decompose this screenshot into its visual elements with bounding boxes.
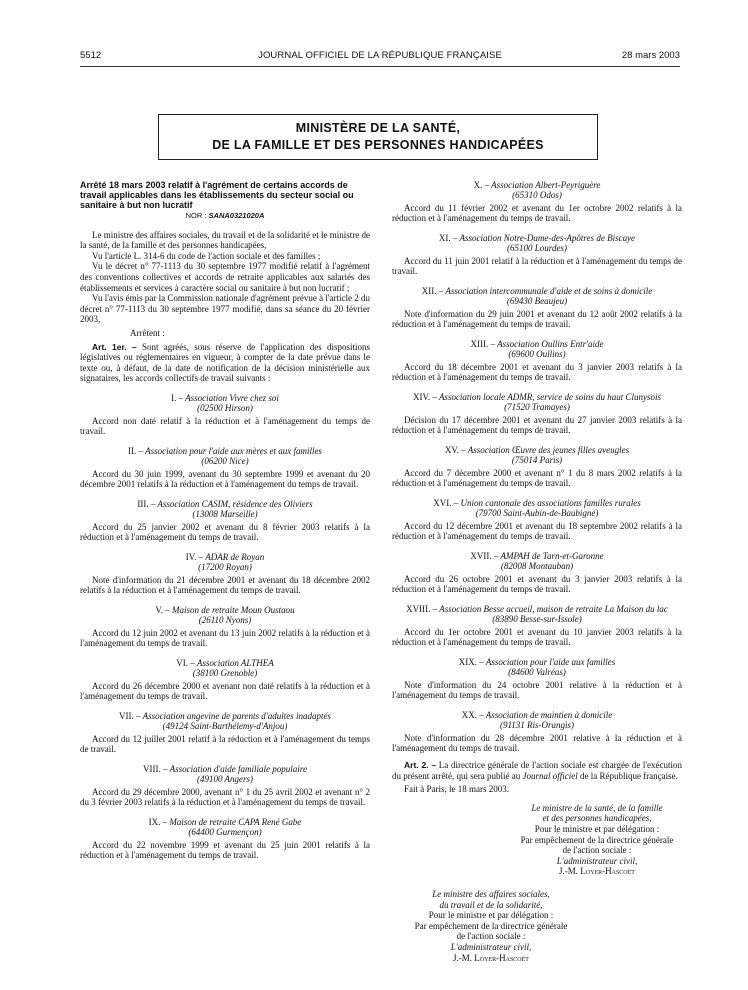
agreement-entry-heading [80, 393, 370, 414]
agreement-entry-number: X. – [473, 180, 490, 190]
issue-date: 28 mars 2003 [621, 50, 680, 61]
agreement-entry-text: Décision du 17 décembre 2001 et avenant du 27 janvier 2003 relatifs à la réduction et à l'aménagement du temps de travail. [392, 414, 682, 436]
agreement-entry-heading [392, 551, 682, 572]
agreement-entry [80, 658, 370, 702]
agreement-entry-heading [80, 711, 370, 732]
signature-1-minister-line-1: Le ministre de la santé, de la famille [531, 802, 663, 813]
agreement-entry-name: Association intercommunale d'aide et de soins à domicile [445, 286, 653, 296]
agreement-entry [392, 498, 682, 542]
agreement-entry [80, 605, 370, 649]
agreement-entry-place: (71520 Tramayes) [504, 402, 570, 413]
agreement-entry-number: XVIII. – [406, 604, 438, 614]
agreement-entry-text: Accord du 11 juin 2001 relatif à la réduction et à l'aménagement du temps de travail. [392, 255, 682, 277]
signature-1-impediment-line-1: Par empêchement de la directrice générale [520, 834, 674, 845]
running-header [80, 50, 680, 64]
agreement-entry-name: Maison de retraite CAPA René Gabe [169, 816, 302, 827]
agreement-entry [80, 817, 370, 861]
signature-2-impediment-line-1: Par empêchement de la directrice générale [414, 920, 568, 931]
page-number: 5512 [80, 50, 102, 61]
agreement-entry-text: Accord du 30 juin 1999, avenant du 30 septembre 1999 et avenant du 20 décembre 2001 relatifs à la réduction et à l'aménagement du temps de travail. [80, 468, 370, 490]
agreement-entry [80, 552, 370, 596]
agreement-entry-text: Accord du 12 juillet 2001 relatif à la réduction et à l'aménagement du temps de travail. [80, 733, 370, 755]
agreement-entry-name: Association Vivre chez soi [185, 392, 279, 403]
agreement-entry-heading [80, 446, 370, 467]
left-entries [80, 393, 370, 861]
agreement-entry-number: XIV. – [413, 392, 437, 402]
agreement-entry-place: (82008 Montauban) [500, 561, 574, 572]
signature-2-impediment-line-2: de l'action sociale : [456, 931, 526, 942]
agreement-entry-heading [80, 817, 370, 838]
signature-block-2 [392, 889, 582, 963]
article-1-text: Sont agréés, sous réserve de l'application des dispositions législatives ou réglementaires en vigueur, à compter de la date prévue dans le texte ou, à défaut, de la date de notification de la décision ministérielle aux signataires, les accords collectifs de travail suivants : [80, 341, 371, 384]
agreement-entry [80, 393, 370, 437]
agreement-entry-number: XI. – [438, 233, 458, 243]
agreement-entry-heading [392, 286, 682, 307]
agreement-entry-text: Accord du 22 novembre 1999 et avenant du 25 juin 2001 relatifs à la réduction et à l'aménagement du temps de travail. [80, 839, 370, 861]
agreement-entry-place: (17200 Royan) [198, 562, 252, 573]
agreement-entry-name: Association Oullins Entr'aide [497, 339, 604, 349]
article-2-text-before: La directrice générale de l'action sociale est chargée de l'exécution du présent arrêté, qui sera publié au [392, 760, 682, 781]
nor-reference [80, 211, 370, 222]
agreement-entry-heading [392, 710, 682, 731]
agreement-entry [392, 392, 682, 436]
agreement-entry-text: Accord du 26 décembre 2000 et avenant non daté relatifs à la réduction et à l'aménagement du temps de travail. [80, 680, 370, 702]
signature-1-admin: L'administrateur civil, [556, 855, 638, 866]
agreement-entry-text: Note d'information du 29 juin 2001 et avenant du 12 août 2002 relatifs à la réduction et à l'aménagement du temps de travail. [392, 308, 682, 330]
agreement-entry-number: XVII. – [470, 551, 499, 561]
agreement-entry-heading [392, 180, 682, 201]
agreement-entry-place: (79700 Saint-Aubin-de-Baubigné) [475, 508, 599, 519]
ministry-heading-box [158, 114, 598, 160]
agreement-entry-heading [392, 498, 682, 519]
agreement-entry-text: Note d'information du 24 octobre 2001 relative à la réduction et à l'aménagement du temps de travail. [392, 679, 682, 701]
agreement-entry-number: III. – [137, 498, 156, 509]
agreement-entry-name: AMPAH de Tarn-et-Garonne [500, 551, 604, 561]
signature-block-1 [392, 803, 682, 877]
agreement-entry [392, 445, 682, 489]
ministry-line-2: DE LA FAMILLE ET DES PERSONNES HANDICAPÉES [212, 138, 544, 152]
agreement-entry-heading [80, 499, 370, 520]
agreement-entry-text: Accord non daté relatif à la réduction et à l'aménagement du temps de travail. [80, 415, 370, 437]
agreement-entry-number: XVI. – [433, 498, 459, 508]
signature-2-admin: L'administrateur civil, [450, 941, 532, 952]
nor-label: NOR : [185, 211, 207, 220]
agreement-entry-heading [392, 339, 682, 360]
agreement-entry-number: II. – [128, 445, 144, 456]
agreement-entry-text: Accord du 12 juin 2002 et avenant du 13 juin 2002 relatifs à la réduction et à l'aménagement du temps de travail. [80, 627, 370, 649]
agreement-entry-place: (64400 Gurmençon) [188, 827, 262, 838]
agreement-entry-name: Association locale ADMR, service de soins du haut Clunysois [438, 392, 661, 402]
agreement-entry-number: IV. – [185, 551, 204, 562]
article-2 [392, 760, 682, 781]
agreement-entry-name: Association pour l'aide aux mères et aux familles [145, 445, 322, 456]
agreement-entry-text: Accord du 12 décembre 2001 et avenant du 18 septembre 2002 relatifs à la réduction et à l'aménagement du temps de travail. [392, 520, 682, 542]
agreement-entry-name: Association Besse accueil, maison de retraite La Maison du lac [439, 604, 668, 614]
nor-code: SANA0321020A [208, 211, 265, 220]
agreement-entry-text: Note d'information du 21 décembre 2001 et avenant du 18 décembre 2002 relatifs à la réduction et à l'aménagement du temps de travail. [80, 574, 370, 596]
signature-2-minister-line-2: du travail et de la solidarité, [439, 899, 543, 910]
header-rule [80, 66, 680, 67]
agreement-entry-name: Association pour l'aide aux familles [485, 657, 616, 667]
signature-2-minister-line-1: Le ministre des affaires sociales, [432, 888, 550, 899]
agreement-entry-number: XIX. – [458, 657, 484, 667]
agreement-entry-name: Association ALTHEA [196, 657, 274, 668]
agreement-entry-number: I. – [171, 392, 184, 403]
agreement-entry-place: (13008 Marseille) [192, 509, 258, 520]
preamble-paragraph: Vu le décret n° 77-1113 du 30 septembre 1977 modifié relatif à l'agrément des conventions collectives et accords de retraite applicables aux salariés des établissements et services à caractère social ou sanitaire à but non lucratif ; [80, 261, 370, 293]
agreement-entry [392, 339, 682, 383]
preamble-paragraph: Vu l'article L. 314-6 du code de l'action sociale et des familles ; [92, 250, 321, 261]
agreement-entry-text: Accord du 26 octobre 2001 et avenant du 3 janvier 2003 relatifs à la réduction et à l'aménagement du temps de travail. [392, 573, 682, 595]
agreement-entry [80, 446, 370, 490]
journal-title: JOURNAL OFFICIEL DE LA RÉPUBLIQUE FRANÇAISE [258, 50, 502, 61]
agreement-entry-place: (49100 Angers) [196, 774, 254, 785]
agreement-entry-number: VIII. – [143, 763, 168, 774]
agreement-entry [392, 710, 682, 754]
agreement-entry-name: Association Œuvre des jeunes filles aveugles [467, 445, 630, 455]
agreement-entry-place: (69430 Beaujeu) [506, 296, 568, 307]
agreement-entry [80, 499, 370, 543]
agreement-entry-number: XII. – [421, 286, 444, 296]
signature-1-impediment-line-2: de l'action sociale : [562, 845, 632, 856]
signature-2-for-line: Pour le ministre et par délégation : [428, 910, 554, 921]
agreement-entry-heading [392, 604, 682, 625]
agreement-entry-number: VII. – [119, 710, 141, 721]
left-column [80, 180, 370, 861]
agreement-entry-name: Association Notre-Dame-des-Apôtres de Biscaye [459, 233, 636, 243]
agreement-entry-place: (38100 Grenoble) [192, 668, 258, 679]
agreement-entry-text: Accord du 1er octobre 2001 et avenant du 10 janvier 2003 relatifs à la réduction et à l'aménagement du temps de travail. [392, 626, 682, 648]
agreement-entry-place: (26110 Nyons) [198, 615, 252, 626]
agreement-entry-text: Accord du 11 février 2002 et avenant du 1er octobre 2002 relatifs à la réduction et à l'aménagement du temps de travail. [392, 202, 682, 224]
agreement-entry-number: VI. – [176, 657, 195, 668]
agreement-entry-heading [80, 552, 370, 573]
agreement-entry-text: Accord du 7 décembre 2000 et avenant n° 1 du 8 mars 2002 relatifs à la réduction et à l'aménagement du temps de travail. [392, 467, 682, 489]
agreement-entry-heading [392, 445, 682, 466]
arretent: Arrêtent : [130, 327, 165, 338]
agreement-entry-number: XIII. – [470, 339, 495, 349]
signature-2-name: J.-M. Loyer-Hascoët [453, 952, 529, 963]
agreement-entry [392, 180, 682, 224]
agreement-entry [392, 551, 682, 595]
agreement-entry-place: (84600 Valréas) [508, 667, 566, 678]
agreement-entry [80, 764, 370, 808]
right-column [392, 180, 682, 963]
agreement-entry-number: V. – [155, 604, 170, 615]
article-2-label: Art. 2. – [404, 760, 437, 770]
signature-1-name: J.-M. Loyer-Hascoët [559, 866, 635, 877]
ministry-line-1: MINISTÈRE DE LA SANTÉ, [295, 121, 461, 135]
agreement-entry-heading [80, 658, 370, 679]
agreement-entry-text: Accord du 25 janvier 2002 et avenant du 8 février 2003 relatifs à la réduction et à l'aménagement du temps de travail. [80, 521, 370, 543]
agreement-entry [392, 233, 682, 277]
agreement-entry-name: Association de maintien à domicile [485, 710, 613, 720]
agreement-entry-name: ADAR de Royan [205, 551, 265, 562]
article-2-text-after: de la République française. [579, 770, 678, 781]
signature-1-minister-line-2: et des personnes handicapées, [542, 813, 652, 824]
agreement-entry-name: Association d'aide familiale populaire [169, 763, 307, 774]
agreement-entry-name: Union cantonale des associations familles rurales [460, 498, 641, 508]
signature-1-for-line: Pour le ministre et par délégation : [534, 823, 660, 834]
agreement-entry-place: (65310 Odos) [512, 190, 562, 201]
agreement-entry-name: Association angevine de parents d'adultes inadaptés [142, 710, 331, 721]
arrete-title: Arrêté 18 mars 2003 relatif à l'agrément de certains accords de travail applicables dans les établissements du secteur social ou sanitaire à but non lucratif [80, 180, 354, 210]
agreement-entry-place: (65100 Lourdes) [507, 243, 567, 254]
agreement-entry-text: Accord du 18 décembre 2001 et avenant du 3 janvier 2003 relatifs à la réduction et à l'aménagement du temps de travail. [392, 361, 682, 383]
agreement-entry [80, 711, 370, 755]
agreement-entry-place: (49124 Saint-Barthélemy-d'Anjou) [162, 721, 288, 732]
agreement-entry-number: XX. – [461, 710, 484, 720]
preamble-paragraph: Vu l'avis émis par la Commission nationale d'agrément prévue à l'article 2 du décret n° 77-1113 du 30 septembre 1977 modifié, dans sa séance du 20 février 2003, [80, 293, 370, 325]
agreement-entry-heading [392, 657, 682, 678]
agreement-entry-text: Accord du 29 décembre 2000, avenant n° 1 du 25 avril 2002 et avenant n° 2 du 3 février 2003 relatifs à la réduction et à l'aménagement du temps de travail. [80, 786, 370, 808]
agreement-entry-place: (75014 Paris) [511, 455, 563, 466]
article-1 [80, 342, 370, 384]
agreement-entry-text: Note d'information du 28 décembre 2001 relative à la réduction et à l'aménagement du temps de travail. [392, 732, 682, 754]
agreement-entry-place: (06200 Nice) [201, 456, 249, 467]
preamble-paragraph: Le ministre des affaires sociales, du travail et de la solidarité et le ministre de la santé, de la famille et des personnes handicapées, [80, 229, 370, 251]
agreement-entry-name: Association Albert-Peyriguère [491, 180, 601, 190]
agreement-entry [392, 657, 682, 701]
agreement-entry-heading [392, 392, 682, 413]
agreement-entry-heading [80, 764, 370, 785]
agreement-entry-place: (91131 Ris-Orangis) [499, 720, 575, 731]
agreement-entry-number: IX. – [148, 816, 168, 827]
fait-a-paris: Fait à Paris, le 18 mars 2003. [404, 784, 509, 795]
article-1-label: Art. 1er. – [92, 341, 137, 352]
agreement-entry-number: XV. – [444, 445, 466, 455]
agreement-entry [392, 604, 682, 648]
article-2-journal: Journal officiel [522, 770, 578, 781]
agreement-entry-place: (02500 Hirson) [197, 403, 253, 414]
agreement-entry [392, 286, 682, 330]
agreement-entry-heading [80, 605, 370, 626]
agreement-entry-place: (69600 Oullins) [508, 349, 566, 360]
agreement-entry-name: Maison de retraite Moun Oustaou [171, 604, 295, 615]
agreement-entry-place: (83890 Besse-sur-Issole) [492, 614, 582, 625]
right-entries [392, 180, 682, 754]
agreement-entry-name: Association CASIM, résidence des Oliviers [157, 498, 313, 509]
agreement-entry-heading [392, 233, 682, 254]
